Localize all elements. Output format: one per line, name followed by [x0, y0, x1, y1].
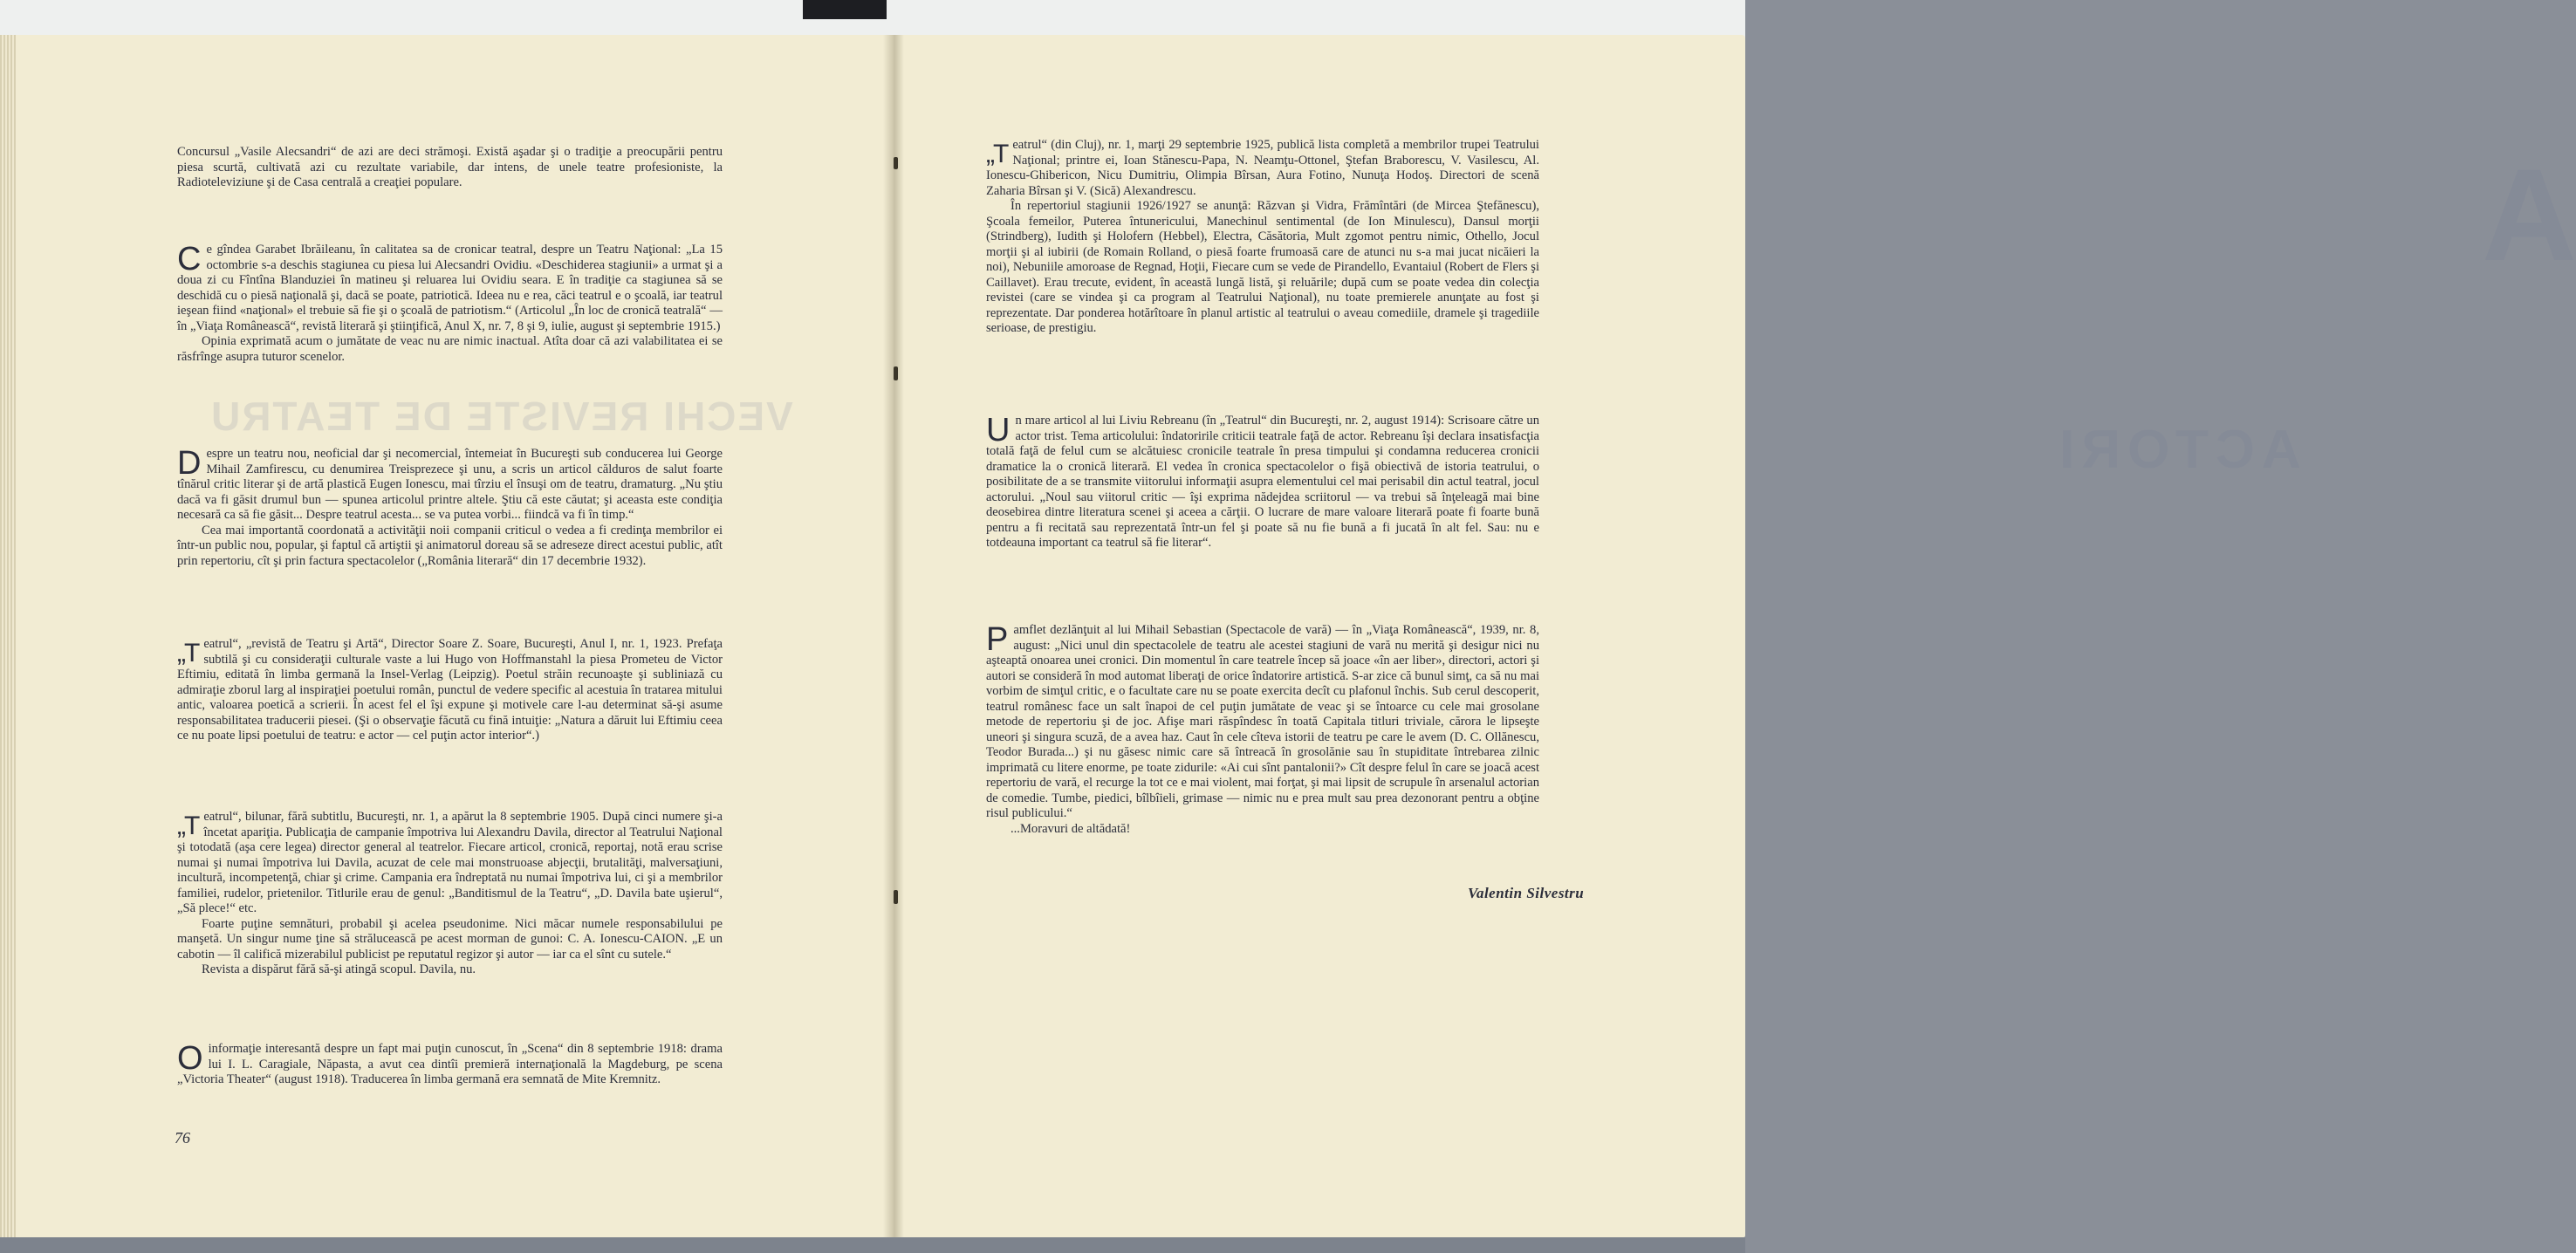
- article-block: [177, 243, 723, 365]
- paragraph: În repertoriul stagiunii 1926/1927 se anunţă: Răzvan şi Vidra, Frămîntări (de Mircea Ştefănescu), Şcoala femeilor, Puterea întunericului, Manechinul sentimental (de Ion Minulescu), Dansul morţii (Strindberg), Iudith şi Holofern (Hebbel), Electra, Căsătoria, Mult zgomot pentru nimic, Othello, Jocul morţii şi al iubirii (de Romain Rolland, o piesă foarte frumoasă care de atunci nu s-a mai jucat nicăieri la noi), Nebuniile amoroase de Regnad, Hoţii, Fiecare cum se vede de Pirandello, Evantaiul (Robert de Flers şi Caillavet). Erau trecute, evident, în această lungă listă, şi reluările; după cum se poate vedea din colecţia revistei (care se vindea şi ca program al Teatrului Naţional), nu toate premierele anunţate au fost şi reprezentate. Dar ponderea hotărîtoare în planul artistic al teatrului o aveau comediile, dramele şi tragediile serioase, de prestigiu.: [986, 199, 1539, 335]
- article-block: [177, 145, 723, 191]
- show-through-text: A: [2480, 141, 2576, 288]
- article-block: [986, 138, 1539, 337]
- paragraph: Revista a dispărut fără să-şi atingă scopul. Davila, nu.: [202, 962, 476, 976]
- drop-initial: D: [177, 445, 202, 482]
- page-edges: [0, 35, 16, 1237]
- drop-initial: C: [177, 241, 202, 277]
- show-through-text: ACTORI: [2052, 420, 2301, 480]
- paragraph: eatrul“, bilunar, fără subtitlu, Bucureşti, nr. 1, a apărut la 8 septembrie 1905. După cinci numere şi-a încetat apariţia. Publicaţia de campanie împotriva lui Alexandru Davila, director al Teatrului Naţional şi totodată (aşa cere legea) director general al teatrelor. Fiecare articol, cronică, reportaj, notă erau scrise numai şi numai împotriva lui Davila, acuzat de cele mai monstruoase abjecţii, brutalităţi, malversaţiuni, incultură, incompetenţă, chiar şi crime. Campania era îndreptată nu numai împotriva lui, ci şi a membrilor familiei, rudelor, prietenilor. Titlurile erau de genul: „Banditismul de la Teatru“, „D. Davila bate uşierul“, „Să plece!“ etc.: [177, 810, 723, 915]
- drop-initial: O: [177, 1040, 203, 1077]
- binding-mark: [894, 890, 898, 904]
- paragraph: Cea mai importantă coordonată a activităţii noii companii criticul o vedea a fi credinţa membrilor ei într-un public nou, popular, şi faptul că artiştii şi animatorul doreau să se adreseze direct acestui public, atît prin repertoriu, cît şi prin factura spectacolelor („România literară“ din 17 decembrie 1932).: [177, 523, 723, 568]
- paragraph: espre un teatru nou, neoficial dar şi necomercial, întemeiat în Bucureşti sub conducerea lui George Mihail Zamfirescu, cu denumirea Treisprezece şi unu, a scris un articol călduros de salut foarte tînărul critic literar şi de artă plastică Eugen Ionescu, mai tîrziu el însuşi om de teatru, dramaturg. „Nu ştiu dacă va fi găsit drumul bun — spunea articolul printre altele. Ştiu că este căutat; şi aceasta este condiţia necesară ca să fie găsit... Despre teatrul acesta... se va putea vorbi... fiindcă va fi în timp.“: [177, 447, 723, 522]
- paragraph: n mare articol al lui Liviu Rebreanu (în „Teatrul“ din Bucureşti, nr. 2, august 1914): Scrisoare către un actor trist. Tema articolului: îndatoririle criticii teatrale faţă de actor. Rebreanu îşi declara insatisfacţia totală faţă de felul cum se alcătuiesc cronicile teatrale în presa timpului şi condamna reducerea cronicii dramatice la o cronică literară. El vedea în cronica spectacolelor o fişă obiectivă de istoria teatrului, o posibilitate de a se transmite viitorului informaţii asupra elementului cel mai perisabil din actul teatral, jocul actorului. „Noul sau viitorul critic — îşi exprima nădejdea scriitorul — va trebui să înţeleagă mai bine deosebirea dintre literatura scenei şi aceea a cărţii. O lucrare de mare valoare literară poate fi foarte bună pentru a fi recitată sau reprezentată într-un fel şi poate să nu fie bună a fi jucată în alt fel. Sau: nu e totdeauna important ca teatrul să fie literar“.: [986, 414, 1539, 550]
- show-through-text: VECHI REVISTE DE TEATRU: [209, 394, 793, 439]
- page-number: 76: [175, 1129, 190, 1147]
- paragraph: ...Moravuri de altădată!: [1011, 821, 1131, 836]
- article-block: [177, 1042, 723, 1088]
- drop-initial: P: [986, 621, 1009, 658]
- article-block: [177, 637, 723, 744]
- paragraph: eatrul“, „revistă de Teatru şi Artă“, Director Soare Z. Soare, Bucureşti, Anul I, nr. 1, 1923. Prefaţa subtilă şi cu consideraţii culturale vaste a lui Hugo von Hoffmanstahl la piesa Prometeu de Victor Eftimiu, editată în limba germană la Insel-Verlag (Leipzig). Poetul străin recunoaşte şi subliniază cu admiraţie zborul larg al inspiraţiei poetului român, punctul de vedere specific al acestuia în tratarea mitului antic, valoarea poetică a scrierii. În acest fel el îşi expune şi motivele care l-au determinat să-şi asume responsabilitatea traducerii piesei. (Şi o observaţie făcută cu fină intuiţie: „Natura a dăruit lui Eftimiu ceea ce nu poate lipsi poetului de teatru: e actor — cel puţin actor interior“.): [177, 637, 723, 743]
- book-gutter: [883, 35, 904, 1237]
- drop-initial: „T: [986, 140, 1008, 168]
- binding-mark: [894, 366, 898, 380]
- paragraph: Opinia exprimată acum o jumătate de veac nu are nimic inactual. Atîta doar că azi valabilitatea ei se răsfrînge asupra tuturor scenelor.: [177, 334, 723, 364]
- paragraph: Concursul „Vasile Alecsandri“ de azi are deci strămoşi. Există aşadar şi o tradiţie a preocupării pentru piesa scurtă, cultivată azi cu rezultate variabile, dar intens, de unele teatre profesioniste, la Radioteleviziune şi de Casa centrală a creaţiei populare.: [177, 145, 723, 189]
- binding-mark: [894, 157, 898, 169]
- scan-dark-strip: [803, 0, 887, 19]
- author-signature: Valentin Silvestru: [1468, 885, 1585, 901]
- drop-initial: U: [986, 412, 1011, 448]
- drop-initial: „T: [177, 639, 199, 668]
- book-cover-edge: [0, 1237, 1745, 1253]
- paragraph: e gîndea Garabet Ibrăileanu, în calitatea sa de cronicar teatral, despre un Teatru Naţional: „La 15 octombrie s-a deschis stagiunea cu piesa lui Alecsandri Ovidiu. «Deschiderea stagiunii» a urmat şi a doua zi cu Fîntîna Blanduziei în matineu şi reluarea lui Ovidiu seara. E în tradiţie ca stagiunea să se deschidă cu o piesă naţională şi, dacă se poate, patriotică. Ideea nu e rea, căci teatrul e o şcoală, iar teatrul ieşean fiind «naţional» el trebuie să fie şi o şcoală de patriotism.“ (Articolul „În loc de cronică teatrală“ — în „Viaţa Românească“, revistă literară şi ştiinţifică, Anul X, nr. 7, 8 şi 9, iulie, august şi septembrie 1915.): [177, 243, 723, 333]
- article-block: [986, 623, 1539, 837]
- article-block: [177, 810, 723, 978]
- drop-initial: „T: [177, 811, 199, 840]
- paragraph: informaţie interesantă despre un fapt mai puţin cunoscut, în „Scena“ din 8 septembrie 1918: drama lui I. L. Caragiale, Năpasta, a avut cea dintîi premieră internaţională la Magdeburg, pe scena „Victoria Theater“ (august 1918). Traducerea în limba germană era semnată de Mite Kremnitz.: [177, 1042, 723, 1086]
- paragraph: amflet dezlănţuit al lui Mihail Sebastian (Spectacole de vară) — în „Viaţa Românească“, 1939, nr. 8, august: „Nici unul din spectacolele de teatru ale acestei stagiuni de vară nu merită şi desigur nici nu aşteaptă onoarea unei cronici. Din momentul în care teatrele încep să joace «în aer liber», directori, actori şi autori se consideră în mod automat liberaţi de orice îndatorire artistică. S-ar zice că bunul simţ, ca să nu mai vorbim de simţul critic, e o facultate care nu se poate exercita decît cu plafonul închis. Sub cerul descoperit, teatrul românesc face un salt înapoi de cel puţin jumătate de veac şi se întoarce cu cele mai grosolane metode de repertoriu şi de joc. Afişe mari răspîndesc în toată Capitala titluri triviale, cărora le lipseşte uneori şi singura scuză, de a avea haz. Caut în cele cîteva istorii de teatru pe care le avem (D. C. Ollănescu, Teodor Burada...) şi nu găsesc nimic care să întreacă în grosolănie sau în stupiditate întrebarea zilnic imprimată cu litere enorme, pe toate zidurile: «Ai cui sînt pantalonii?» Cît despre felul în care se joacă acest repertoriu de vară, el recurge la tot ce e mai violent, mai forţat, şi mai lipsit de scrupule în arsenalul actorian de comedie. Tumbe, piedici, bîlbîieli, grimase — nimic nu e prea mult sau prea dezonorant pentru a obţine risul publicului.“: [986, 623, 1539, 820]
- article-block: [986, 414, 1539, 551]
- paragraph: eatrul“ (din Cluj), nr. 1, marţi 29 septembrie 1925, publică lista completă a membrilor trupei Teatrului Naţional; printre ei, Ioan Stănescu-Papa, N. Neamţu-Ottonel, Ştefan Braborescu, V. Vasilescu, Al. Ionescu-Ghibericon, Nicu Dumitriu, Olimpia Bîrsan, Aura Fotino, Nunuţa Hodoş. Directori de scenă Zaharia Bîrsan şi V. (Sică) Alexandrescu.: [986, 138, 1539, 198]
- paragraph: Foarte puţine semnături, probabil şi acelea pseudonime. Nici măcar numele responsabilului pe manşetă. Un singur nume ţine să strălucească pe acest morman de gunoi: C. A. Ionescu-CAION. „E un cabotin — îl califică mizerabilul publicist pe reputatul regizor şi autor — iar ca el sînt cu sutele.“: [177, 916, 723, 962]
- article-block: [177, 447, 723, 569]
